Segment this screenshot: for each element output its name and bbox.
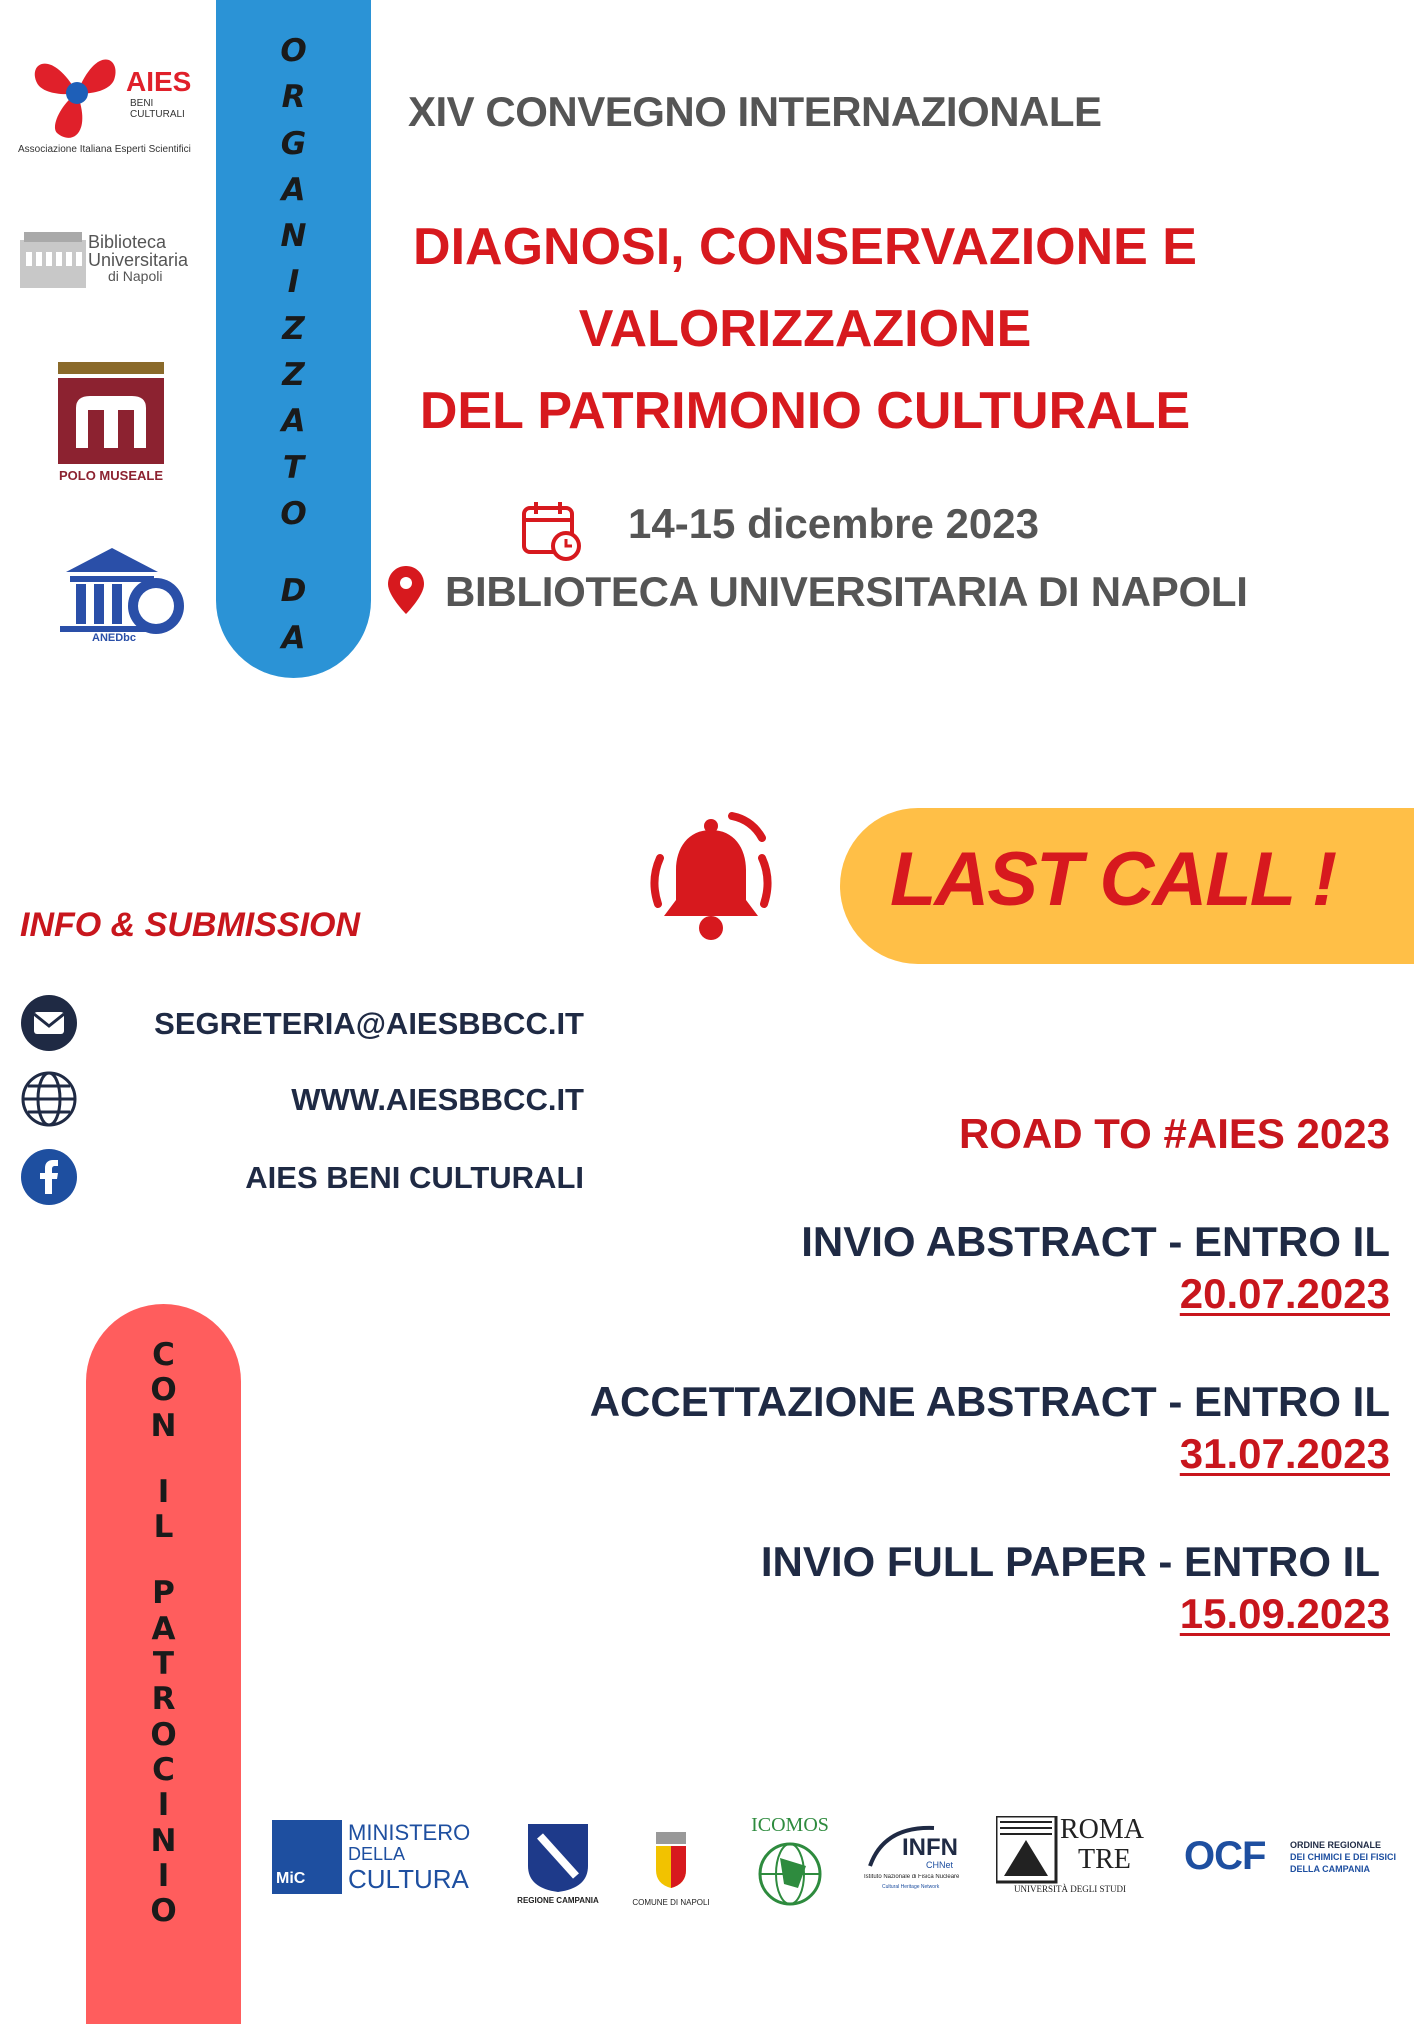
mic-logo: MiC MINISTERO DELLA CULTURA <box>272 1820 492 1896</box>
m-letter-icon <box>58 378 164 464</box>
location-pin-icon <box>388 566 424 614</box>
conference-title: DIAGNOSI, CONSERVAZIONE E VALORIZZAZIONE DEL PATRIMONIO CULTURALE <box>413 218 1197 440</box>
infn-logo: INFN CHNet Istituto Nazionale di Fisica Nucleare Cultural Heritage Network <box>864 1822 970 1902</box>
event-venue: BIBLIOTECA UNIVERSITARIA DI NAPOLI <box>445 568 1248 615</box>
biblioteca-logo: Biblioteca Universitaria di Napoli <box>18 222 208 292</box>
deadlines-heading: ROAD TO #AIES 2023 <box>958 1110 1390 1157</box>
facebook-icon <box>20 1148 78 1206</box>
deadline-date: 15.09.2023 <box>1179 1590 1390 1637</box>
patronage-vertical-text: C O N I L P A T R O C I N I O <box>150 1337 177 1930</box>
roma-tre-emblem-icon <box>996 1816 1058 1886</box>
globe-icon <box>740 1838 840 1908</box>
email-link[interactable]: SEGRETERIA@AIESBBCC.IT <box>154 1006 584 1041</box>
deadline-date: 31.07.2023 <box>1179 1430 1390 1477</box>
event-date: 14-15 dicembre 2023 <box>628 500 1039 547</box>
regione-shield-icon <box>512 1822 604 1894</box>
regione-campania-logo: REGIONE CAMPANIA <box>512 1822 604 1908</box>
website-link[interactable]: WWW.AIESBBCC.IT <box>291 1082 584 1117</box>
facebook-link[interactable]: AIES BENI CULTURALI <box>245 1160 584 1195</box>
comune-shield-icon <box>630 1830 712 1892</box>
bell-icon <box>636 808 786 958</box>
globe-icon <box>20 1070 78 1128</box>
comune-napoli-logo: COMUNE DI NAPOLI <box>630 1830 712 1912</box>
deadline-label: INVIO ABSTRACT - ENTRO IL <box>801 1218 1390 1265</box>
deadline-label: INVIO FULL PAPER - ENTRO IL <box>760 1538 1380 1585</box>
icomos-logo: ICOMOS <box>740 1814 840 1910</box>
info-heading: INFO & SUBMISSION <box>20 906 361 944</box>
anedbc-logo: ANEDbc <box>56 544 192 646</box>
email-icon <box>20 994 78 1052</box>
organizer-vertical-text: O R G A N I Z Z A T O D A <box>280 33 307 656</box>
polo-museale-logo: POLO MUSEALE <box>56 362 166 488</box>
aies-logo: AIES BENI CULTURALI Associazione Italiana Esperti Scientifici <box>18 38 208 158</box>
propeller-icon <box>22 38 132 148</box>
building-icon <box>18 222 88 292</box>
calendar-icon <box>520 500 582 562</box>
ocf-logo: OCF ORDINE REGIONALE DEI CHIMICI E DEI FISICI DELLA CAMPANIA <box>1184 1834 1397 1878</box>
last-call-text: LAST CALL ! <box>890 837 1336 922</box>
roma-tre-logo: ROMA TRE UNIVERSITÀ DEGLI STUDI <box>996 1814 1144 1898</box>
conference-label: XIV CONVEGNO INTERNAZIONALE <box>408 88 1102 135</box>
temple-icon <box>56 544 192 644</box>
deadline-label: ACCETTAZIONE ABSTRACT - ENTRO IL <box>589 1378 1390 1425</box>
deadline-date: 20.07.2023 <box>1179 1270 1390 1317</box>
